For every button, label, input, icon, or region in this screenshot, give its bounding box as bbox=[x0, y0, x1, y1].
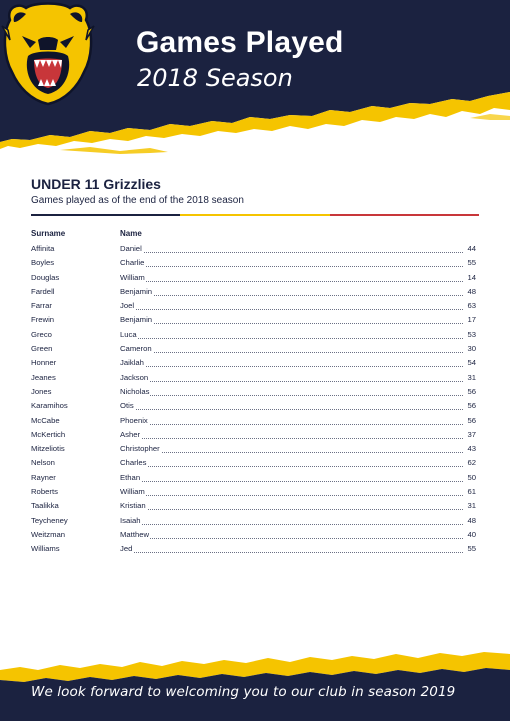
surname-cell: McCabe bbox=[31, 415, 60, 425]
surname-cell: Jones bbox=[31, 386, 52, 396]
name-cell: Jaiklah bbox=[120, 358, 144, 368]
table-row bbox=[31, 386, 477, 400]
name-cell: Otis bbox=[120, 401, 134, 411]
dot-leader bbox=[120, 424, 463, 425]
name-cell: Isaiah bbox=[120, 515, 141, 525]
surname-cell: Teycheney bbox=[31, 515, 68, 525]
name-cell: William bbox=[120, 487, 145, 497]
games-cell: 40 bbox=[467, 529, 476, 539]
name-cell: Kristian bbox=[120, 501, 146, 511]
games-played-table bbox=[31, 243, 477, 558]
surname-cell: Fardell bbox=[31, 286, 55, 296]
column-header-surname: Surname bbox=[31, 229, 66, 238]
name-cell: Jackson bbox=[120, 372, 149, 382]
surname-cell: Affinita bbox=[31, 244, 55, 253]
surname-cell: Mitzeliotis bbox=[31, 444, 65, 454]
name-cell: Matthew bbox=[120, 529, 150, 539]
dot-leader bbox=[120, 295, 463, 296]
tricolour-divider bbox=[31, 214, 479, 216]
games-cell: 53 bbox=[467, 329, 476, 339]
dot-leader bbox=[120, 366, 463, 367]
dot-leader bbox=[120, 438, 463, 439]
surname-cell: Boyles bbox=[31, 258, 55, 268]
name-cell: Christopher bbox=[120, 444, 160, 454]
games-cell: 14 bbox=[467, 272, 476, 282]
name-cell: Ethan bbox=[120, 472, 141, 482]
dot-leader bbox=[120, 352, 463, 353]
surname-cell: Taalikka bbox=[31, 501, 59, 511]
dot-leader bbox=[120, 452, 463, 453]
table-row bbox=[31, 329, 477, 343]
games-cell: 31 bbox=[467, 501, 476, 511]
table-row bbox=[31, 429, 477, 443]
dot-leader bbox=[120, 281, 463, 282]
table-row bbox=[31, 486, 477, 500]
name-cell: Jed bbox=[120, 544, 133, 554]
table-row bbox=[31, 543, 477, 557]
surname-cell: Honner bbox=[31, 358, 57, 368]
table-row bbox=[31, 272, 477, 286]
team-description: Games played as of the end of the 2018 season bbox=[31, 195, 244, 206]
dot-leader bbox=[120, 481, 463, 482]
games-cell: 31 bbox=[467, 372, 476, 382]
table-row bbox=[31, 372, 477, 386]
surname-cell: Jeanes bbox=[31, 372, 56, 382]
games-cell: 62 bbox=[467, 458, 476, 468]
dot-leader bbox=[120, 381, 463, 382]
surname-cell: McKertich bbox=[31, 429, 66, 439]
name-cell: Benjamin bbox=[120, 315, 153, 325]
name-cell: Joel bbox=[120, 301, 135, 311]
table-row bbox=[31, 443, 477, 457]
footer-message: We look forward to welcoming you to our club in season 2019 bbox=[31, 684, 456, 700]
dot-leader bbox=[120, 266, 463, 267]
dot-leader bbox=[120, 552, 463, 553]
page-subtitle: 2018 Season bbox=[137, 64, 293, 92]
name-cell: Charlie bbox=[120, 258, 145, 268]
games-cell: 63 bbox=[467, 301, 476, 311]
table-row bbox=[31, 300, 477, 314]
games-cell: 56 bbox=[467, 415, 476, 425]
surname-cell: Weitzman bbox=[31, 529, 66, 539]
dot-leader bbox=[120, 509, 463, 510]
table-row bbox=[31, 515, 477, 529]
team-name: UNDER 11 Grizzlies bbox=[31, 176, 161, 192]
table-row bbox=[31, 343, 477, 357]
games-cell: 37 bbox=[467, 429, 476, 439]
games-cell: 30 bbox=[467, 344, 476, 354]
table-row bbox=[31, 286, 477, 300]
surname-cell: Frewin bbox=[31, 315, 55, 325]
dot-leader bbox=[120, 538, 463, 539]
surname-cell: Williams bbox=[31, 544, 60, 554]
surname-cell: Rayner bbox=[31, 472, 56, 482]
surname-cell: Karamihos bbox=[31, 401, 68, 411]
footer-banner bbox=[0, 640, 510, 721]
surname-cell: Green bbox=[31, 344, 53, 354]
table-row bbox=[31, 415, 477, 429]
games-cell: 43 bbox=[467, 444, 476, 454]
name-cell: Luca bbox=[120, 329, 137, 339]
games-cell: 61 bbox=[467, 487, 476, 497]
name-cell: Daniel bbox=[120, 244, 142, 253]
surname-cell: Greco bbox=[31, 329, 52, 339]
name-cell: Asher bbox=[120, 429, 141, 439]
table-row bbox=[31, 400, 477, 414]
dot-leader bbox=[120, 395, 463, 396]
surname-cell: Roberts bbox=[31, 487, 58, 497]
surname-cell: Farrar bbox=[31, 301, 52, 311]
grizzly-bear-head-icon bbox=[0, 0, 96, 106]
dot-leader bbox=[120, 323, 463, 324]
table-row bbox=[31, 529, 477, 543]
dot-leader bbox=[120, 466, 463, 467]
table-row bbox=[31, 457, 477, 471]
games-cell: 56 bbox=[467, 386, 476, 396]
table-row bbox=[31, 314, 477, 328]
dot-leader bbox=[120, 495, 463, 496]
table-row bbox=[31, 472, 477, 486]
games-cell: 48 bbox=[467, 515, 476, 525]
table-row bbox=[31, 500, 477, 514]
column-header-name: Name bbox=[120, 229, 142, 238]
table-row bbox=[31, 357, 477, 371]
name-cell: William bbox=[120, 272, 145, 282]
games-cell: 48 bbox=[467, 286, 476, 296]
surname-cell: Douglas bbox=[31, 272, 60, 282]
header-banner bbox=[0, 0, 510, 160]
dot-leader bbox=[120, 338, 463, 339]
dot-leader bbox=[120, 524, 463, 525]
name-cell: Phoenix bbox=[120, 415, 148, 425]
games-cell: 44 bbox=[467, 244, 476, 253]
games-cell: 54 bbox=[467, 358, 476, 368]
table-row bbox=[31, 243, 477, 257]
name-cell: Nicholas bbox=[120, 386, 150, 396]
dot-leader bbox=[120, 252, 463, 253]
name-cell: Cameron bbox=[120, 344, 152, 354]
dot-leader bbox=[120, 309, 463, 310]
games-cell: 17 bbox=[467, 315, 476, 325]
name-cell: Charles bbox=[120, 458, 147, 468]
surname-cell: Nelson bbox=[31, 458, 55, 468]
games-cell: 55 bbox=[467, 258, 476, 268]
games-cell: 56 bbox=[467, 401, 476, 411]
footer-background bbox=[0, 640, 510, 721]
name-cell: Benjamin bbox=[120, 286, 153, 296]
page-title: Games Played bbox=[136, 26, 344, 59]
table-row bbox=[31, 257, 477, 271]
dot-leader bbox=[120, 409, 463, 410]
games-cell: 55 bbox=[467, 544, 476, 554]
games-cell: 50 bbox=[467, 472, 476, 482]
